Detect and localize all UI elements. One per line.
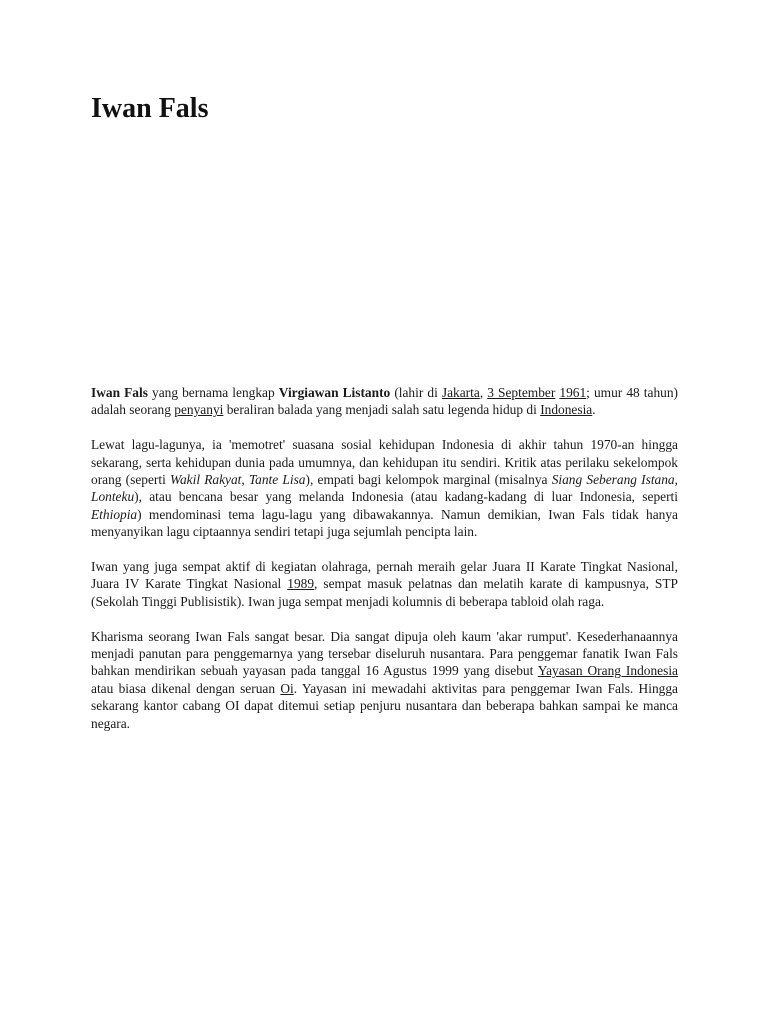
song-title: Tante Lisa xyxy=(248,472,306,488)
text-run: Iwan yang juga sempat aktif di kegiatan olahraga, pernah meraih gelar Juara II Karate Tingkat Nasional, Juara IV Karate Tingkat Nasional xyxy=(91,559,678,592)
text-run: (lahir di xyxy=(390,385,442,400)
link-1989[interactable]: 1989 xyxy=(287,576,315,592)
link-indonesia[interactable]: Indonesia xyxy=(540,402,593,418)
paragraph-intro xyxy=(91,384,678,419)
link-jakarta[interactable]: Jakarta xyxy=(441,385,480,400)
text-run: , xyxy=(241,472,249,488)
text-run: Kharisma seorang Iwan Fals sangat besar. Dia sangat dipuja oleh kaum 'akar rumput'. Kesederhanaannya menjadi panutan para penggemarnya yang tersebar diseluruh nusantara. Para penggemar fanatik Iwan Fals bahkan mendirikan sebuah yayasan pada tanggal 16 Agustus 1999 yang disebut xyxy=(91,628,678,679)
article-body xyxy=(91,384,678,749)
text-run: yang bernama lengkap xyxy=(147,385,279,400)
song-title: Wakil Rakyat xyxy=(170,472,242,488)
text-run: ) mendominasi tema lagu-lagu yang dibawakannya. Namun demikian, Iwan Fals tidak hanya menyanyikan lagu ciptaannya sendiri tetapi juga sejumlah pencipta lain. xyxy=(91,506,678,540)
text-run: ; umur 48 tahun) adalah seorang xyxy=(91,385,678,418)
link-yayasan-orang-indonesia[interactable]: Yayasan Orang Indonesia xyxy=(537,663,678,679)
subject-name: Iwan Fals xyxy=(91,385,148,400)
text-run: Lewat lagu-lagunya, ia 'memotret' suasana sosial kehidupan Indonesia di akhir tahun 1970-an hingga sekarang, serta kehidupan dunia pada umumnya, dan kehidupan itu sendiri. Kritik atas perilaku sekelompok orang (seperti xyxy=(91,437,678,488)
text-run: , sempat masuk pelatnas dan melatih karate di kampusnya, STP (Sekolah Tinggi Publisistik). Iwan juga sempat menjadi kolumnis di beberapa tabloid olah raga. xyxy=(91,576,678,609)
song-title: Lonteku xyxy=(91,489,135,505)
link-penyanyi[interactable]: penyanyi xyxy=(174,402,224,418)
link-3-september[interactable]: 3 September xyxy=(487,385,556,400)
text-run: beraliran balada yang menjadi salah satu legenda hidup di xyxy=(223,402,541,418)
text-run: , xyxy=(674,472,678,488)
text-run: , xyxy=(479,385,488,400)
text-run: . Yayasan ini mewadahi aktivitas para penggemar Iwan Fals. Hingga sekarang kantor cabang OI dapat ditemui setiap penjuru nusantara dan beberapa bahkan sampai ke manca negara. xyxy=(91,680,678,731)
text-run: ), atau bencana besar yang melanda Indonesia (atau kadang-kadang di luar Indonesia, seperti xyxy=(134,489,678,505)
page-title: Iwan Fals xyxy=(91,93,209,124)
full-name: Virgiawan Listanto xyxy=(278,385,391,400)
text-run: atau biasa dikenal dengan seruan xyxy=(91,680,281,696)
paragraph-charisma xyxy=(91,628,678,732)
text-run: . xyxy=(592,402,596,418)
link-1961[interactable]: 1961 xyxy=(559,385,587,400)
paragraph-sports xyxy=(91,558,678,610)
paragraph-songs xyxy=(91,436,678,540)
text-run: ), empati bagi kelompok marginal (misalnya xyxy=(305,472,552,488)
song-title: Ethiopia xyxy=(91,506,138,522)
link-oi[interactable]: Oi xyxy=(280,680,294,696)
song-title: Siang Seberang Istana xyxy=(551,472,675,488)
